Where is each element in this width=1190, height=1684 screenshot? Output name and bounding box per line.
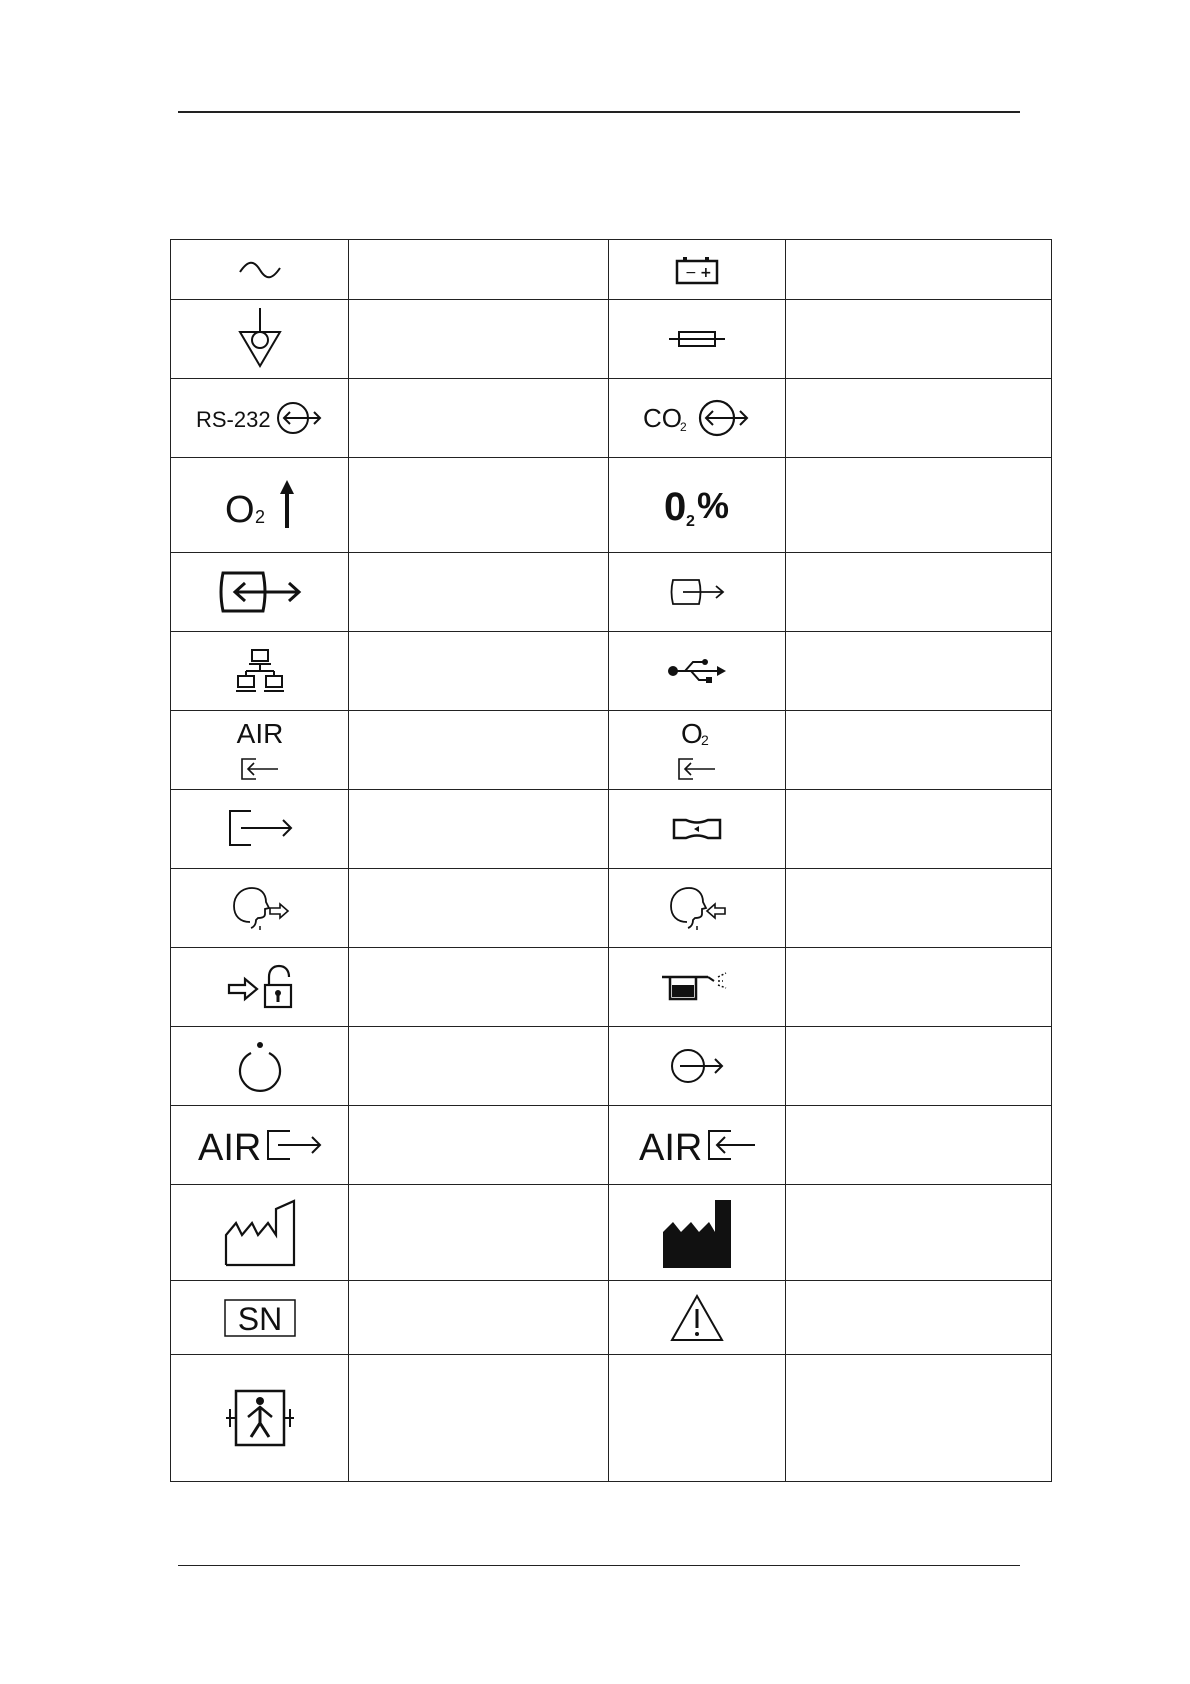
table-row bbox=[171, 1027, 1052, 1106]
gas-outlet-icon bbox=[227, 809, 293, 849]
description-cell bbox=[349, 869, 609, 948]
symbol-cell bbox=[609, 300, 785, 379]
output-port-icon bbox=[670, 1048, 724, 1084]
symbol-table bbox=[170, 239, 1052, 1482]
table-row bbox=[171, 1185, 1052, 1281]
symbol-cell bbox=[171, 632, 349, 711]
table-row bbox=[171, 458, 1052, 553]
symbol-cell bbox=[609, 1185, 785, 1281]
description-cell bbox=[785, 458, 1051, 553]
description-cell bbox=[349, 1106, 609, 1185]
o2-concentration-percent: % bbox=[697, 485, 730, 526]
description-cell bbox=[349, 1185, 609, 1281]
symbol-cell bbox=[171, 379, 349, 458]
description-cell bbox=[785, 632, 1051, 711]
description-cell bbox=[349, 790, 609, 869]
video-output-icon bbox=[669, 577, 725, 607]
equipotential-ground-icon bbox=[238, 308, 282, 370]
symbol-cell bbox=[609, 1106, 785, 1185]
symbol-cell bbox=[609, 869, 785, 948]
description-cell bbox=[785, 240, 1051, 300]
description-cell bbox=[349, 240, 609, 300]
o2-supply-subscript: 2 bbox=[701, 732, 709, 748]
description-cell bbox=[349, 711, 609, 790]
description-cell bbox=[349, 1355, 609, 1482]
description-cell bbox=[785, 553, 1051, 632]
network-icon bbox=[236, 649, 284, 693]
symbol-cell bbox=[609, 948, 785, 1027]
header-rule bbox=[178, 111, 1020, 113]
symbol-cell bbox=[609, 1281, 785, 1355]
symbol-cell bbox=[171, 1355, 349, 1482]
nebulizer-icon bbox=[660, 971, 734, 1003]
symbol-cell bbox=[609, 458, 785, 553]
table-row bbox=[171, 1355, 1052, 1482]
battery-plus-label: + bbox=[700, 264, 712, 281]
air-outlet-icon bbox=[197, 1125, 322, 1169]
footer-rule bbox=[178, 1565, 1020, 1566]
symbol-cell bbox=[609, 1027, 785, 1106]
description-cell bbox=[349, 300, 609, 379]
air-supply-label: AIR bbox=[236, 718, 283, 749]
warning-icon bbox=[670, 1294, 724, 1342]
rs232-connector-icon bbox=[196, 400, 324, 436]
description-cell bbox=[785, 1027, 1051, 1106]
symbol-cell bbox=[609, 240, 785, 300]
table-row bbox=[171, 300, 1052, 379]
defibrillation-proof-type-bf-icon bbox=[224, 1389, 296, 1447]
air-supply-inlet-icon bbox=[234, 717, 286, 783]
table-row bbox=[171, 553, 1052, 632]
description-cell bbox=[785, 1281, 1051, 1355]
table-row bbox=[171, 1106, 1052, 1185]
inspiration-port-icon bbox=[667, 886, 727, 930]
o2-flush-subscript: 2 bbox=[254, 507, 265, 527]
table-row bbox=[171, 790, 1052, 869]
o2-supply-letter: O bbox=[681, 718, 703, 749]
unlock-icon bbox=[227, 965, 293, 1009]
symbol-cell bbox=[171, 240, 349, 300]
symbol-cell bbox=[171, 869, 349, 948]
date-of-manufacture-icon bbox=[224, 1199, 296, 1267]
symbol-cell bbox=[609, 1355, 785, 1482]
description-cell bbox=[349, 948, 609, 1027]
description-cell bbox=[349, 1281, 609, 1355]
symbol-cell bbox=[171, 300, 349, 379]
description-cell bbox=[785, 1185, 1051, 1281]
co2-connector-icon bbox=[643, 398, 751, 438]
rs232-label: RS-232 bbox=[195, 407, 271, 432]
symbol-cell bbox=[171, 553, 349, 632]
description-cell bbox=[349, 1027, 609, 1106]
symbol-cell bbox=[609, 790, 785, 869]
table-row bbox=[171, 1281, 1052, 1355]
description-cell bbox=[349, 553, 609, 632]
alternating-current-icon bbox=[238, 260, 282, 280]
description-cell bbox=[349, 379, 609, 458]
co2-label: CO bbox=[643, 403, 683, 433]
description-cell bbox=[785, 300, 1051, 379]
symbol-cell bbox=[171, 1185, 349, 1281]
table-row bbox=[171, 711, 1052, 790]
manufacturer-icon bbox=[661, 1198, 733, 1268]
description-cell bbox=[349, 458, 609, 553]
co2-subscript: 2 bbox=[680, 420, 687, 434]
usb-icon bbox=[667, 657, 727, 685]
table-row bbox=[171, 869, 1052, 948]
description-cell bbox=[785, 711, 1051, 790]
serial-number-label: SN bbox=[237, 1300, 282, 1337]
description-cell bbox=[785, 1355, 1051, 1482]
table-row bbox=[171, 632, 1052, 711]
description-cell bbox=[785, 869, 1051, 948]
air-inlet-icon bbox=[639, 1125, 755, 1169]
symbol-cell bbox=[171, 458, 349, 553]
o2-supply-inlet-icon bbox=[671, 717, 723, 783]
description-cell bbox=[785, 379, 1051, 458]
display-connector-icon bbox=[217, 569, 303, 615]
symbol-cell bbox=[609, 379, 785, 458]
fuse-icon bbox=[669, 329, 725, 349]
o2-concentration-icon bbox=[664, 482, 730, 528]
symbol-cell bbox=[171, 711, 349, 790]
flow-sensor-icon bbox=[672, 817, 722, 841]
o2-concentration-subscript: 2 bbox=[686, 513, 695, 530]
air-inlet-label: AIR bbox=[639, 1127, 703, 1169]
symbol-cell bbox=[171, 1027, 349, 1106]
symbol-cell bbox=[609, 632, 785, 711]
description-cell bbox=[785, 1106, 1051, 1185]
air-outlet-label: AIR bbox=[197, 1127, 261, 1169]
table-row bbox=[171, 948, 1052, 1027]
o2-concentration-letter: 0 bbox=[664, 485, 687, 529]
table-row bbox=[171, 240, 1052, 300]
description-cell bbox=[349, 632, 609, 711]
o2-flush-letter: O bbox=[224, 489, 255, 531]
symbol-cell bbox=[171, 1106, 349, 1185]
symbol-cell bbox=[609, 553, 785, 632]
expiration-port-icon bbox=[230, 886, 290, 930]
symbol-cell bbox=[171, 790, 349, 869]
symbol-cell bbox=[171, 1281, 349, 1355]
o2-flush-icon bbox=[225, 480, 295, 530]
power-standby-icon bbox=[236, 1041, 284, 1091]
description-cell bbox=[785, 948, 1051, 1027]
battery-minus-label: − bbox=[685, 264, 697, 281]
battery-icon bbox=[674, 255, 720, 285]
serial-number-icon bbox=[224, 1298, 296, 1338]
table-row bbox=[171, 379, 1052, 458]
symbol-cell bbox=[171, 948, 349, 1027]
symbol-cell bbox=[609, 711, 785, 790]
description-cell bbox=[785, 790, 1051, 869]
